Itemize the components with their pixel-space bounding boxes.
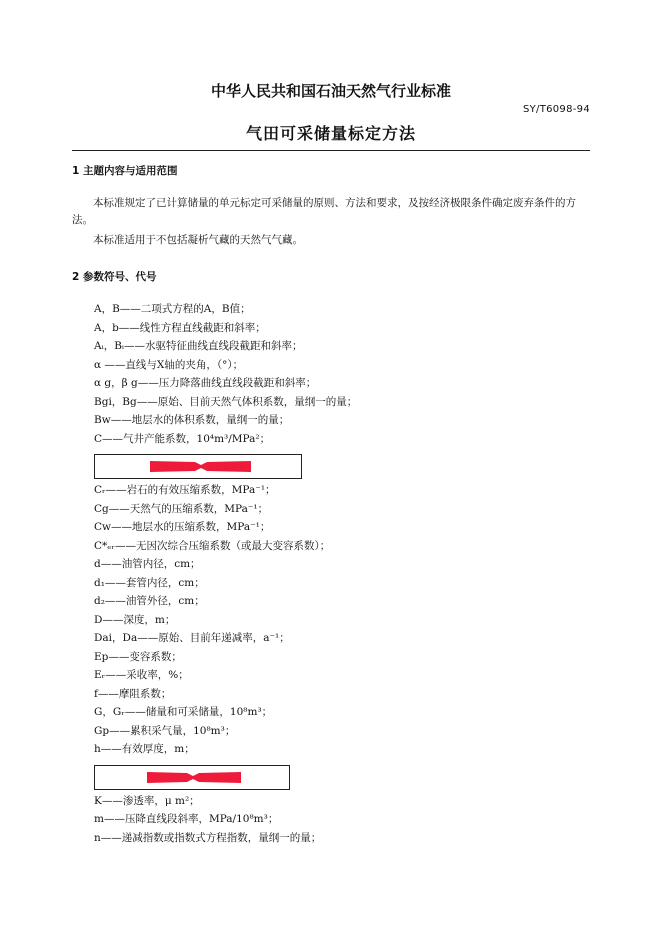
symbol-item: α ——直线与X轴的夹角，（°）；: [94, 358, 244, 371]
symbol-item: G，Gᵣ——储量和可采储量，10⁸m³；: [94, 706, 273, 718]
symbol-item: Bgi，Bg——原始、目前天然气体积系数，量纲一的量；: [94, 395, 358, 408]
symbol-item: Eᵣ——采收率，%；: [94, 669, 189, 681]
symbol-item: Cw——地层水的压缩系数，MPa⁻¹；: [94, 521, 271, 533]
symbol-item: Cg——天然气的压缩系数，MPa⁻¹；: [94, 502, 269, 515]
section-2-heading: 2 参数符号、代号: [72, 271, 157, 283]
redacted-symbol-item: [94, 448, 594, 481]
symbol-item: d₂——油管外径，cm；: [94, 595, 205, 607]
symbol-item: Bw——地层水的体积系数，量纲一的量；: [94, 414, 290, 426]
symbol-item: A，b——线性方程直线截距和斜率；: [94, 321, 266, 334]
symbol-item: d₁——套管内径，cm；: [94, 576, 205, 589]
redaction-mark-icon: [95, 766, 289, 789]
symbol-item: C*ₑᵣ——无因次综合压缩系数（或最大变容系数）；: [94, 539, 331, 552]
redaction-mark-icon: [95, 455, 301, 478]
symbol-item: Cᵣ——岩石的有效压缩系数，MPa⁻¹；: [94, 484, 276, 496]
symbol-item: C——气井产能系数，10⁴m³/MPa²；: [94, 432, 271, 445]
standard-code: SY/T6098-94: [522, 104, 590, 115]
symbol-item: h——有效厚度，m；: [94, 743, 195, 755]
redaction-box: [94, 765, 290, 790]
symbol-item: Aᵢ，Bᵢ——水驱特征曲线直线段截距和斜率；: [94, 340, 303, 352]
section-1-heading: 1 主题内容与适用范围: [72, 165, 178, 177]
org-title: 中华人民共和国石油天然气行业标准: [210, 82, 451, 100]
symbol-item: A，B——二项式方程的A，B值；: [94, 303, 251, 315]
symbol-item: n——递减指数或指数式方程指数，量纲一的量；: [94, 831, 322, 844]
section-1-paragraph-2: 本标准适用于不包括凝析气藏的天然气气藏。: [93, 234, 303, 246]
symbol-list: [94, 300, 594, 847]
document-title: 气田可采储量标定方法: [245, 124, 416, 143]
symbol-item: f——摩阻系数；: [94, 687, 172, 700]
symbol-item: Ep——变容系数；: [94, 650, 182, 663]
symbol-item: d——油管内径，cm；: [94, 558, 201, 570]
symbol-item: Dai，Da——原始、目前年递减率，a⁻¹；: [94, 632, 290, 644]
symbol-item: K——渗透率，μ m²；: [94, 794, 200, 807]
symbol-item: m——压降直线段斜率，MPa/10⁸m³；: [94, 813, 279, 825]
section-1-paragraph-1: 本标准规定了已计算储量的单元标定可采储量的原则、方法和要求，及按经济极限条件确定废弃条件的方法。: [72, 197, 576, 226]
symbol-item: α g，β g——压力降落曲线直线段截距和斜率；: [94, 377, 317, 389]
symbol-item: D——深度，m；: [94, 613, 176, 626]
redaction-box: [94, 454, 302, 479]
redacted-symbol-item: [94, 759, 594, 792]
title-divider: [72, 150, 590, 151]
symbol-item: Gp——累积采气量，10⁸m³；: [94, 724, 236, 737]
